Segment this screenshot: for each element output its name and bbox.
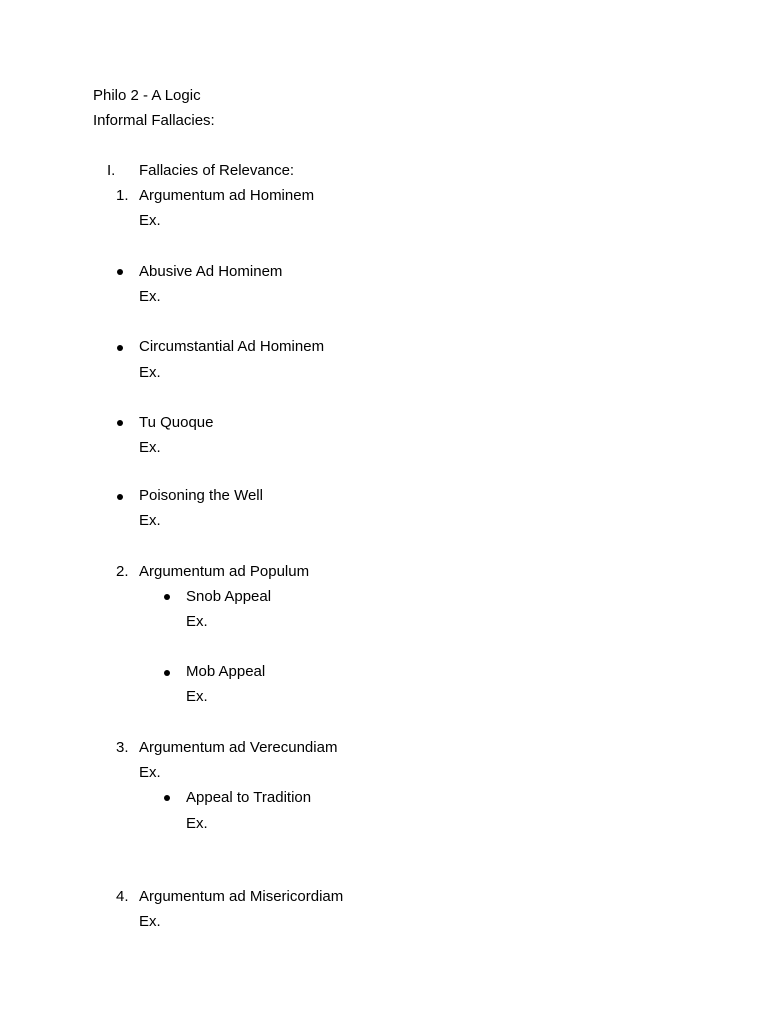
topic-heading: Informal Fallacies: [93,112,215,129]
sub-item-title: Abusive Ad Hominem [139,263,283,280]
section-numeral: I. [107,162,116,179]
sub-item-title: Poisoning the Well [139,487,263,504]
example-label: Ex. [139,913,161,930]
bullet-icon [117,420,123,426]
list-item-title: Argumentum ad Verecundiam [139,739,338,756]
list-item-title: Argumentum ad Populum [139,563,310,580]
example-label: Ex. [186,688,208,705]
list-number: 1. [116,187,129,204]
example-label: Ex. [139,288,161,305]
sub-item-title: Snob Appeal [186,588,272,605]
example-label: Ex. [186,613,208,630]
section-title: Fallacies of Relevance: [139,162,295,179]
course-title: Philo 2 - A Logic [93,87,201,104]
list-number: 2. [116,563,129,580]
list-item-title: Argumentum ad Misericordiam [139,888,344,905]
example-label: Ex. [186,815,208,832]
bullet-icon [164,594,170,600]
bullet-icon [164,795,170,801]
sub-item-title: Appeal to Tradition [186,789,312,806]
example-label: Ex. [139,364,161,381]
list-item-title: Argumentum ad Hominem [139,187,315,204]
bullet-icon [117,345,123,351]
bullet-icon [117,494,123,500]
example-label: Ex. [139,512,161,529]
example-label: Ex. [139,764,161,781]
sub-item-title: Circumstantial Ad Hominem [139,338,325,355]
bullet-icon [117,269,123,275]
list-number: 3. [116,739,129,756]
sub-item-title: Mob Appeal [186,663,266,680]
bullet-icon [164,670,170,676]
example-label: Ex. [139,439,161,456]
list-number: 4. [116,888,129,905]
example-label: Ex. [139,212,161,229]
sub-item-title: Tu Quoque [139,414,214,431]
